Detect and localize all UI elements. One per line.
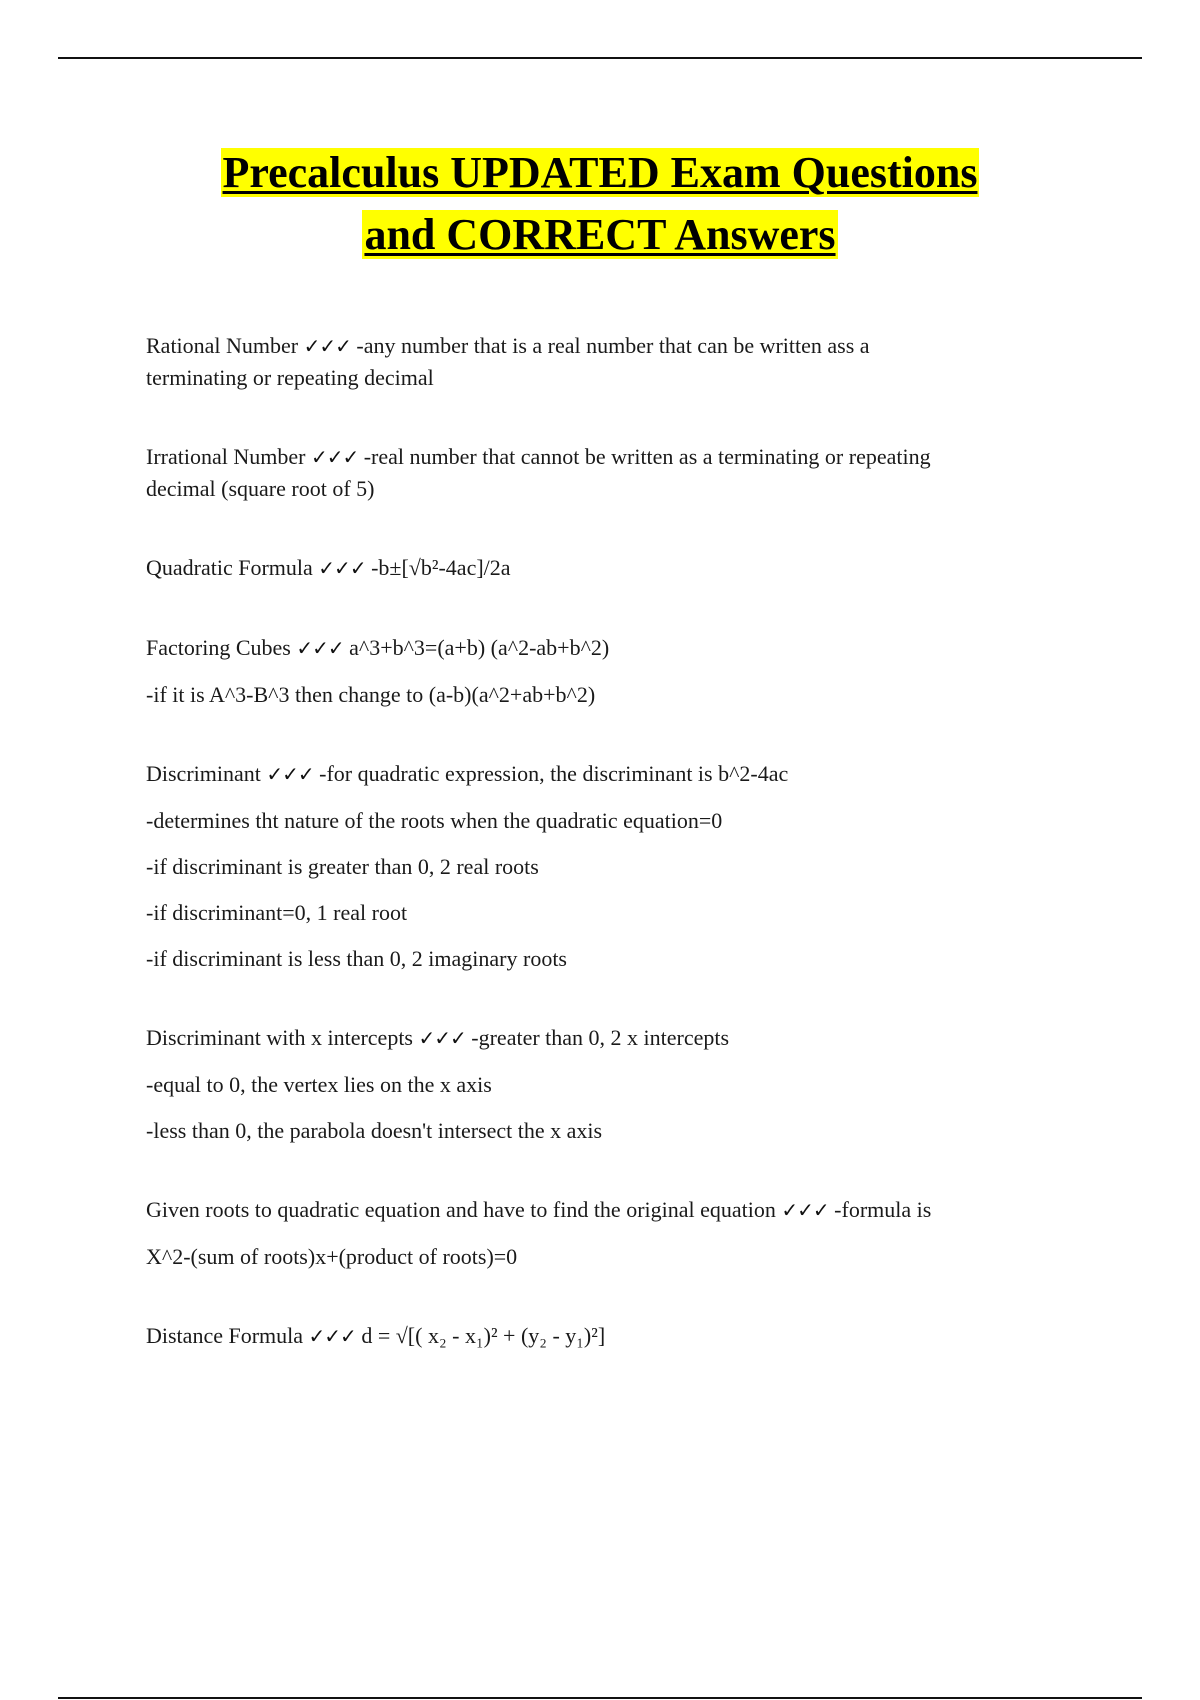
- qa-list: [146, 330, 1046, 1352]
- definition: -greater than 0, 2 x intercepts: [471, 1025, 730, 1050]
- check-marks-icon: ✓✓✓: [303, 334, 351, 358]
- entry-extra-line: -determines tht nature of the roots when the quadratic equation=0: [146, 808, 723, 833]
- entry-extra-line: -equal to 0, the vertex lies on the x axis: [146, 1072, 492, 1097]
- top-rule: [58, 57, 1142, 59]
- term: Irrational Number: [146, 444, 306, 469]
- term: Distance Formula: [146, 1323, 304, 1348]
- definition: -real number that cannot be written as a terminating or repeating: [363, 444, 931, 469]
- check-marks-icon: ✓✓✓: [296, 636, 344, 660]
- definition: -b±[√b²-4ac]/2a: [371, 555, 511, 580]
- entry-line: [146, 330, 1046, 362]
- qa-entry-discriminant-x-intercepts: [146, 1022, 1046, 1146]
- definition: d = √[( x₂ - x₁)² + (y₂ - y₁)²]: [361, 1323, 606, 1348]
- entry-extra-line: -if it is A^3-B^3 then change to (a-b)(a^2+ab+b^2): [146, 682, 596, 707]
- entry-line: [146, 1194, 1046, 1226]
- entry-line: [146, 632, 1046, 664]
- check-marks-icon: ✓✓✓: [318, 556, 366, 580]
- entry-extra-line: -if discriminant is less than 0, 2 imaginary roots: [146, 946, 567, 971]
- qa-entry-given-roots: [146, 1194, 1046, 1272]
- entry-line: [146, 1320, 1046, 1352]
- title-line-1: [0, 142, 1200, 204]
- definition: a^3+b^3=(a+b) (a^2-ab+b^2): [349, 635, 610, 660]
- term: Given roots to quadratic equation and have to find the original equation: [146, 1197, 776, 1222]
- check-marks-icon: ✓✓✓: [308, 1324, 356, 1348]
- check-marks-icon: ✓✓✓: [781, 1198, 829, 1222]
- entry-line-continued: terminating or repeating decimal: [146, 365, 434, 390]
- definition: -formula is: [834, 1197, 932, 1222]
- entry-line: [146, 441, 1046, 473]
- title-line-2: [0, 204, 1200, 266]
- term: Discriminant with x intercepts: [146, 1025, 413, 1050]
- qa-entry-distance-formula: [146, 1320, 1046, 1352]
- entry-extra-line: -if discriminant is greater than 0, 2 real roots: [146, 854, 539, 879]
- term: Rational Number: [146, 333, 299, 358]
- qa-entry-discriminant: [146, 758, 1046, 974]
- check-marks-icon: ✓✓✓: [310, 445, 359, 469]
- entry-line-continued: decimal (square root of 5): [146, 476, 375, 501]
- document-title: [0, 142, 1200, 266]
- check-marks-icon: ✓✓✓: [418, 1026, 466, 1050]
- term: Quadratic Formula: [146, 555, 313, 580]
- entry-line: [146, 758, 1046, 790]
- title-line-2-text: and CORRECT Answers: [364, 210, 836, 259]
- qa-entry-rational-number: [146, 330, 1046, 393]
- check-marks-icon: ✓✓✓: [266, 762, 314, 786]
- qa-entry-irrational-number: [146, 441, 1046, 504]
- qa-entry-quadratic-formula: [146, 552, 1046, 584]
- entry-extra-line: -if discriminant=0, 1 real root: [146, 900, 408, 925]
- entry-line: [146, 552, 1046, 584]
- entry-extra-line: -less than 0, the parabola doesn't intersect the x axis: [146, 1118, 603, 1143]
- definition: -for quadratic expression, the discriminant is b^2-4ac: [319, 761, 789, 786]
- entry-line: [146, 1022, 1046, 1054]
- entry-extra-line: X^2-(sum of roots)x+(product of roots)=0: [146, 1244, 518, 1269]
- title-line-1-text: Precalculus UPDATED Exam Questions: [222, 148, 978, 197]
- qa-entry-factoring-cubes: [146, 632, 1046, 710]
- term: Discriminant: [146, 761, 261, 786]
- term: Factoring Cubes: [146, 635, 291, 660]
- definition: -any number that is a real number that can be written ass a: [356, 333, 870, 358]
- bottom-rule: [58, 1697, 1142, 1699]
